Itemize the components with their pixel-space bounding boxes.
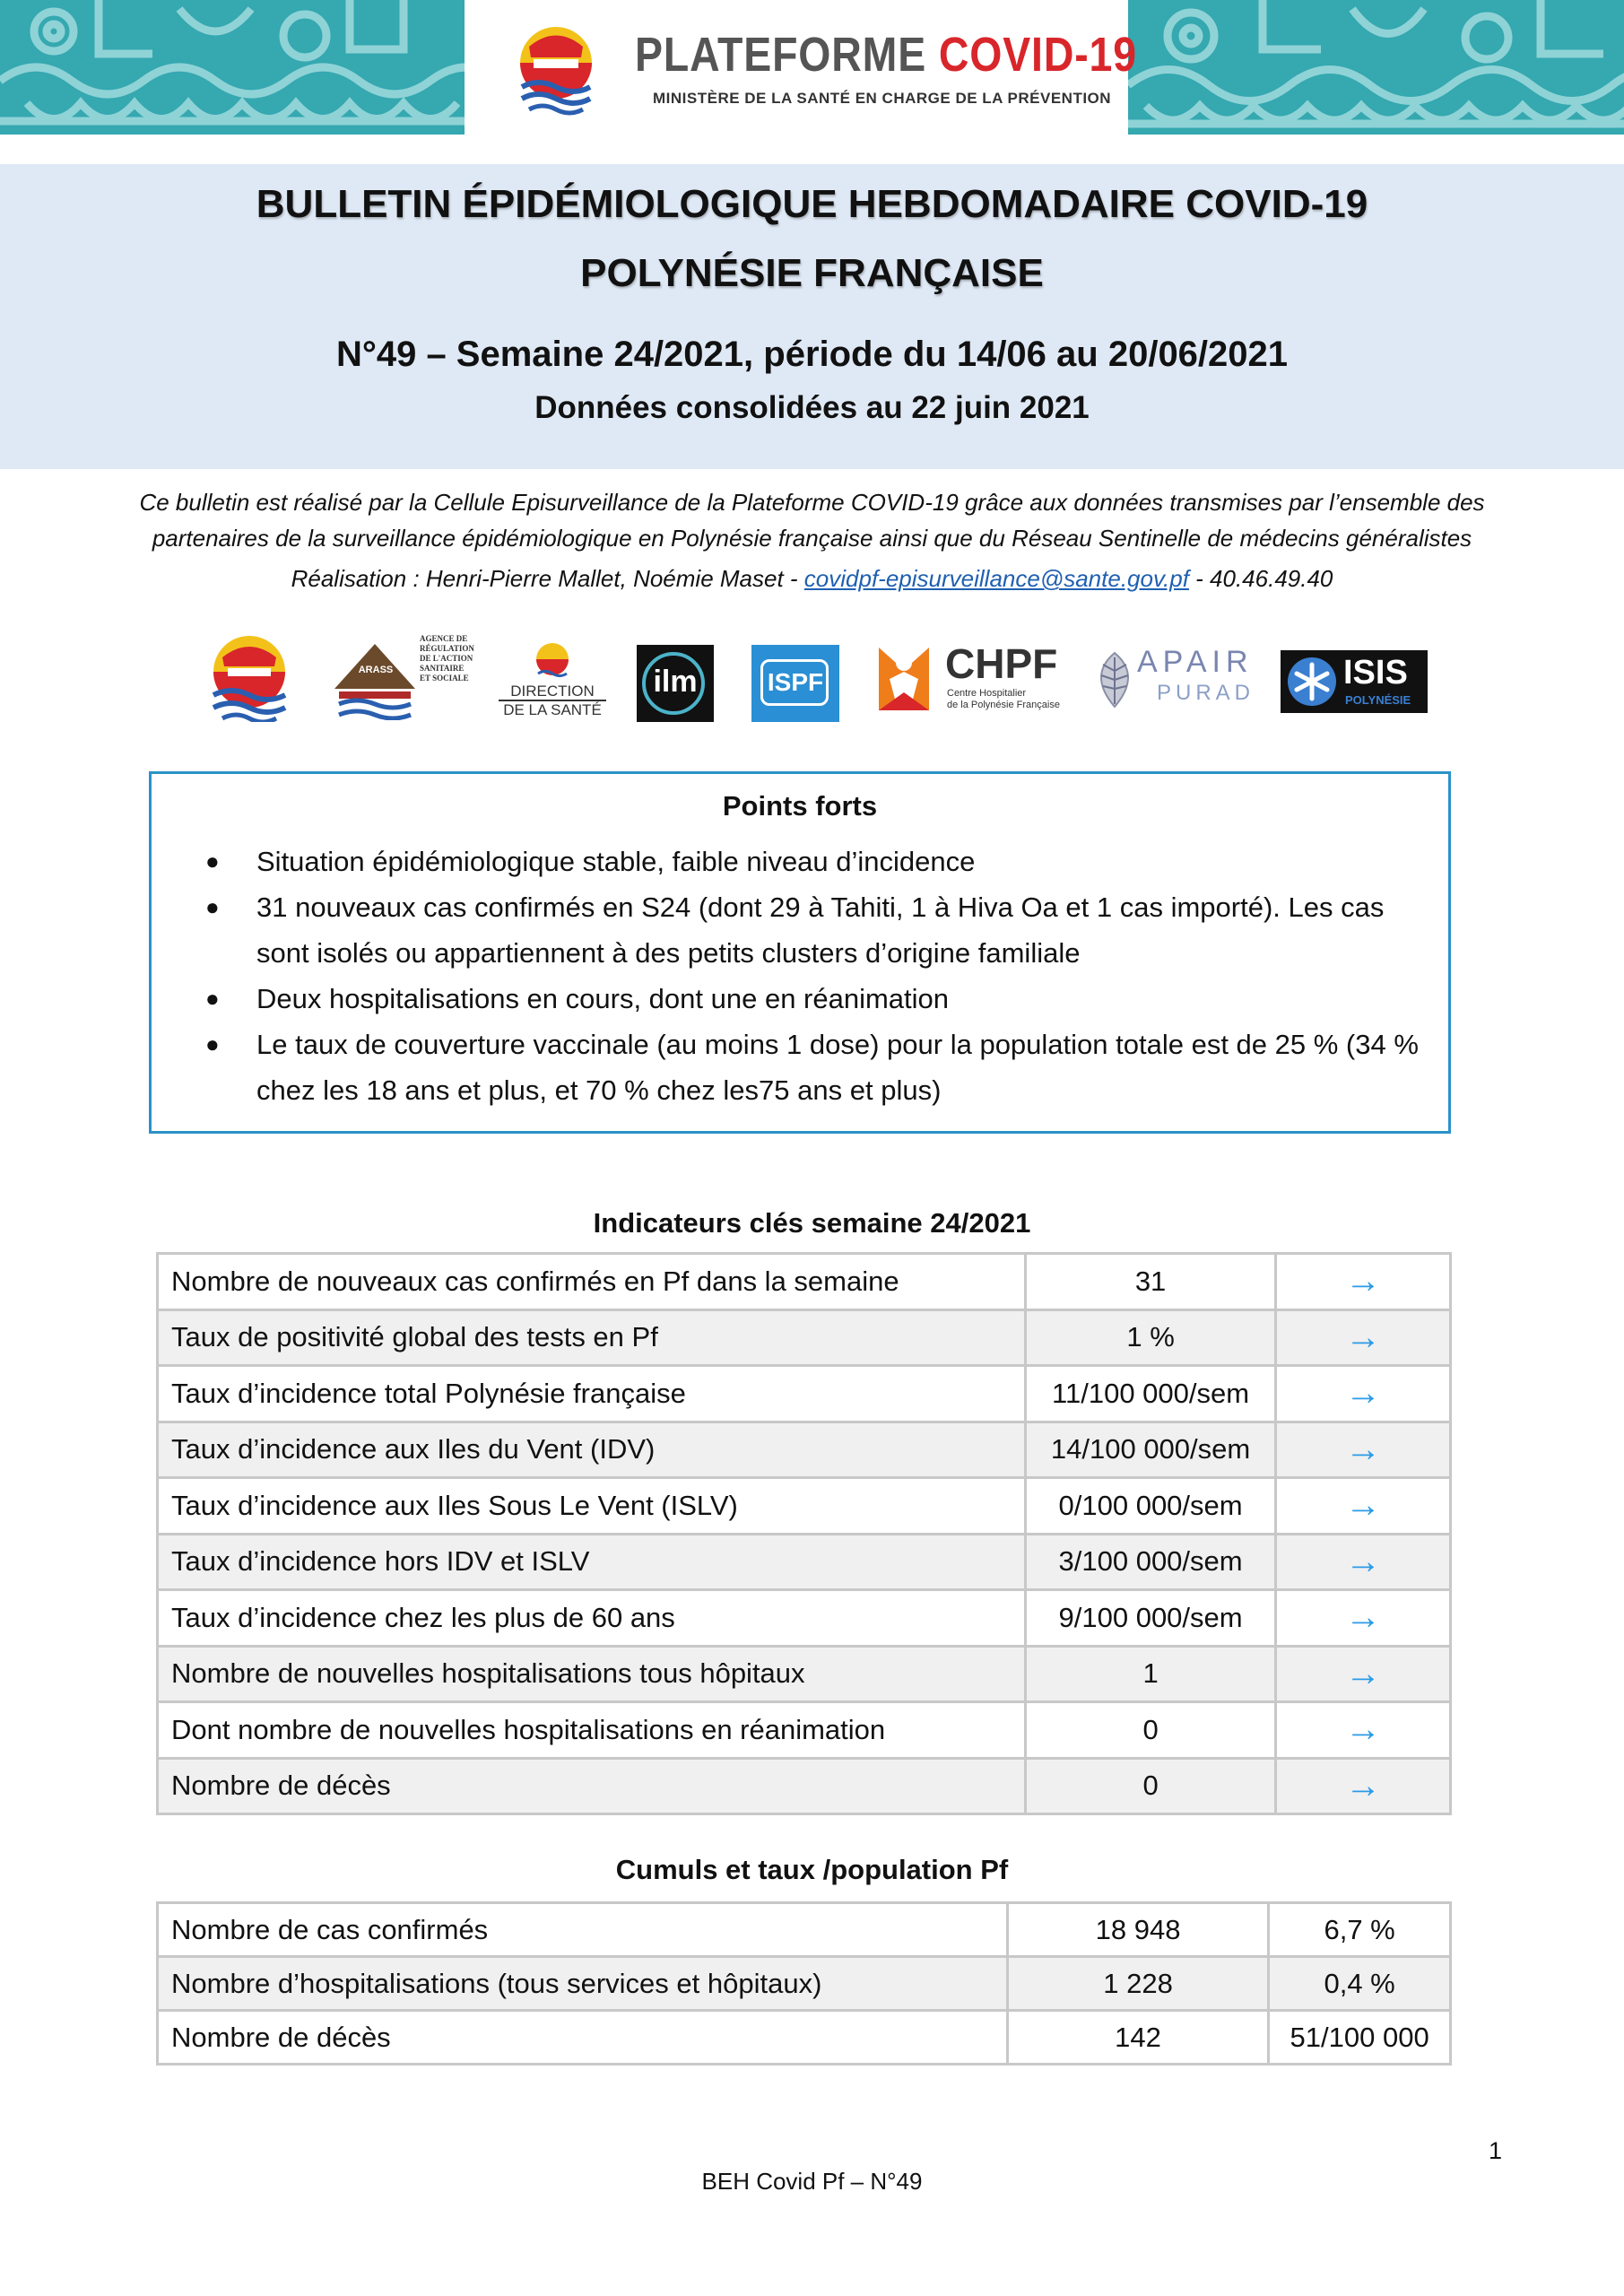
indicator-label: Taux d’incidence hors IDV et ISLV — [158, 1534, 1026, 1590]
key-point-text: Deux hospitalisations en cours, dont une en réanimation — [256, 983, 950, 1014]
indicator-label: Dont nombre de nouvelles hospitalisations en réanimation — [158, 1702, 1026, 1759]
key-points-box — [149, 771, 1451, 1134]
arass-line-2: RÉGULATION — [420, 644, 474, 653]
platform-title-part2: COVID-19 — [938, 28, 1137, 82]
ispf-logo — [751, 645, 839, 722]
cumuls-title: Cumuls et taux /population Pf — [615, 1854, 1009, 1885]
indicator-value: 1 % — [1025, 1309, 1276, 1366]
bulletin-title-block — [0, 164, 1624, 469]
indicator-value: 14/100 000/sem — [1025, 1422, 1276, 1478]
cumul-rate: 6,7 % — [1269, 1903, 1451, 1957]
intro-paragraph: Ce bulletin est réalisé par la Cellule Episurveillance de la Plateforme COVID-19 grâce aux données transmises par l’ensemble des partenaires de la surveillance épidémiologique en Polynésie française ainsi que du Réseau Sentinelle de médecins généralistes — [139, 489, 1485, 552]
trend-stable-arrow-icon: → — [1276, 1309, 1451, 1366]
indicator-label: Nombre de nouvelles hospitalisations tous hôpitaux — [158, 1646, 1026, 1702]
cumul-label: Nombre d’hospitalisations (tous services et hôpitaux) — [158, 1957, 1008, 2011]
table-row — [158, 1366, 1451, 1422]
table-row — [158, 1478, 1451, 1535]
direction-sante-line-1: DIRECTION — [510, 683, 595, 700]
arass-line-1: AGENCE DE — [420, 634, 468, 643]
bullet-icon: ● — [205, 1031, 220, 1057]
indicator-value: 1 — [1025, 1646, 1276, 1702]
platform-brand — [502, 20, 1137, 118]
ilm-label: ilm — [653, 665, 698, 699]
trend-stable-arrow-icon: → — [1276, 1366, 1451, 1422]
trend-stable-arrow-icon: → — [1276, 1646, 1451, 1702]
list-item — [205, 976, 1425, 1022]
list-item — [205, 1022, 1425, 1113]
indicator-label: Taux d’incidence chez les plus de 60 ans — [158, 1590, 1026, 1647]
trend-stable-arrow-icon: → — [1276, 1254, 1451, 1310]
table-row — [158, 1646, 1451, 1702]
key-point-text: Le taux de couverture vaccinale (au moins 1 dose) pour la population totale est de 25 % (34 % chez les 18 ans et plus, et 70 % chez les75 ans et plus) — [256, 1029, 1419, 1106]
indicator-value: 9/100 000/sem — [1025, 1590, 1276, 1647]
cumul-value: 18 948 — [1007, 1903, 1268, 1957]
chpf-logo — [872, 632, 1060, 722]
header-banner — [0, 0, 1624, 136]
table-row — [158, 1422, 1451, 1478]
arass-emblem-icon — [330, 639, 420, 720]
platform-subtitle: MINISTÈRE DE LA SANTÉ EN CHARGE DE LA PRÉVENTION — [653, 90, 1112, 107]
trend-stable-arrow-icon: → — [1276, 1534, 1451, 1590]
cumul-value: 142 — [1007, 2011, 1268, 2065]
cumul-rate: 0,4 % — [1269, 1957, 1451, 2011]
bulletin-consolidation-date: Données consolidées au 22 juin 2021 — [534, 390, 1090, 425]
bullet-icon: ● — [205, 985, 220, 1012]
indicator-label: Taux de positivité global des tests en Pf — [158, 1309, 1026, 1366]
apair-label: APAIR — [1137, 645, 1254, 679]
cumul-label: Nombre de cas confirmés — [158, 1903, 1008, 1957]
table-row — [158, 1254, 1451, 1310]
table-row — [158, 2011, 1451, 2065]
polynesian-pattern-left — [0, 0, 465, 135]
credits-line — [81, 565, 1543, 593]
cumuls-table — [156, 1901, 1452, 2066]
arass-abbr: ARASS — [358, 665, 394, 675]
polynesian-pattern-right — [1128, 0, 1624, 135]
isis-logo — [1281, 650, 1428, 713]
polynesia-coat-of-arms-logo — [199, 632, 300, 722]
indicator-label: Nombre de décès — [158, 1758, 1026, 1814]
isis-star-icon — [1286, 656, 1338, 708]
bulletin-title: BULLETIN ÉPIDÉMIOLOGIQUE HEBDOMADAIRE COVID-19 — [256, 182, 1368, 226]
indicators-table — [156, 1252, 1452, 1815]
trend-stable-arrow-icon: → — [1276, 1422, 1451, 1478]
indicator-value: 0 — [1025, 1702, 1276, 1759]
trend-stable-arrow-icon: → — [1276, 1590, 1451, 1647]
table-row — [158, 1957, 1451, 2011]
isis-label: ISIS — [1343, 654, 1408, 691]
cumul-rate: 51/100 000 — [1269, 2011, 1451, 2065]
indicator-label: Taux d’incidence aux Iles Sous Le Vent (ISLV) — [158, 1478, 1026, 1535]
apair-purad-logo — [1083, 632, 1263, 722]
page-footer: BEH Covid Pf – N°49 — [701, 2168, 923, 2195]
indicator-value: 11/100 000/sem — [1025, 1366, 1276, 1422]
arass-line-5: ET SOCIALE — [420, 674, 469, 683]
key-points-title: Points forts — [722, 790, 878, 822]
trend-stable-arrow-icon: → — [1276, 1758, 1451, 1814]
arass-logo — [330, 632, 473, 722]
page-number: 1 — [1489, 2137, 1503, 2164]
cumul-value: 1 228 — [1007, 1957, 1268, 2011]
table-row — [158, 1534, 1451, 1590]
isis-subtitle: POLYNÉSIE — [1345, 693, 1411, 707]
chpf-subtitle-2: de la Polynésie Française — [947, 700, 1060, 710]
key-points-list — [205, 839, 1425, 1113]
arass-line-4: SANITAIRE — [420, 664, 465, 673]
indicator-label: Taux d’incidence aux Iles du Vent (IDV) — [158, 1422, 1026, 1478]
arass-line-3: DE L'ACTION — [420, 654, 473, 663]
indicator-value: 3/100 000/sem — [1025, 1534, 1276, 1590]
table-row — [158, 1758, 1451, 1814]
table-row — [158, 1903, 1451, 1957]
bulletin-issue-period: N°49 – Semaine 24/2021, période du 14/06 au 20/06/2021 — [335, 335, 1289, 374]
cumul-label: Nombre de décès — [158, 2011, 1008, 2065]
ispf-label: ISPF — [767, 668, 824, 696]
indicator-value: 0 — [1025, 1758, 1276, 1814]
direction-sante-logo — [499, 632, 606, 722]
chpf-emblem-icon — [872, 643, 936, 715]
direction-sante-line-2: DE LA SANTÉ — [499, 700, 606, 718]
bullet-icon: ● — [205, 848, 220, 874]
bullet-icon: ● — [205, 893, 220, 920]
credits-phone: - 40.46.49.40 — [1188, 565, 1333, 592]
partner-logos — [0, 632, 1624, 731]
bulletin-region: POLYNÉSIE FRANÇAISE — [580, 251, 1044, 295]
key-point-text: Situation épidémiologique stable, faible niveau d’incidence — [256, 846, 976, 877]
indicator-label: Taux d’incidence total Polynésie française — [158, 1366, 1026, 1422]
indicator-value: 31 — [1025, 1254, 1276, 1310]
chpf-label: CHPF — [945, 640, 1058, 687]
platform-title-part1: PLATEFORME — [635, 28, 927, 82]
credits-authors: Réalisation : Henri-Pierre Mallet, Noémie Maset - — [291, 565, 804, 592]
direction-sante-emblem-icon — [533, 641, 572, 681]
indicator-value: 0/100 000/sem — [1025, 1478, 1276, 1535]
table-row — [158, 1590, 1451, 1647]
ilm-logo — [637, 645, 714, 722]
table-row — [158, 1309, 1451, 1366]
purad-label: PURAD — [1157, 681, 1255, 705]
contact-email-link[interactable]: covidpf-episurveillance@sante.gov.pf — [803, 565, 1189, 592]
indicators-title: Indicateurs clés semaine 24/2021 — [593, 1207, 1031, 1239]
trend-stable-arrow-icon: → — [1276, 1478, 1451, 1535]
trend-stable-arrow-icon: → — [1276, 1702, 1451, 1759]
indicator-label: Nombre de nouveaux cas confirmés en Pf dans la semaine — [158, 1254, 1026, 1310]
key-point-text: 31 nouveaux cas confirmés en S24 (dont 29 à Tahiti, 1 à Hiva Oa et 1 cas importé). Les cas sont isolés ou appartiennent à des petits clusters d’origine familiale — [256, 891, 1385, 969]
chpf-subtitle-1: Centre Hospitalier — [947, 688, 1027, 699]
list-item — [205, 839, 1425, 884]
table-row — [158, 1702, 1451, 1759]
list-item — [205, 884, 1425, 976]
polynesia-emblem-logo — [502, 20, 619, 118]
platform-title — [635, 27, 1137, 83]
